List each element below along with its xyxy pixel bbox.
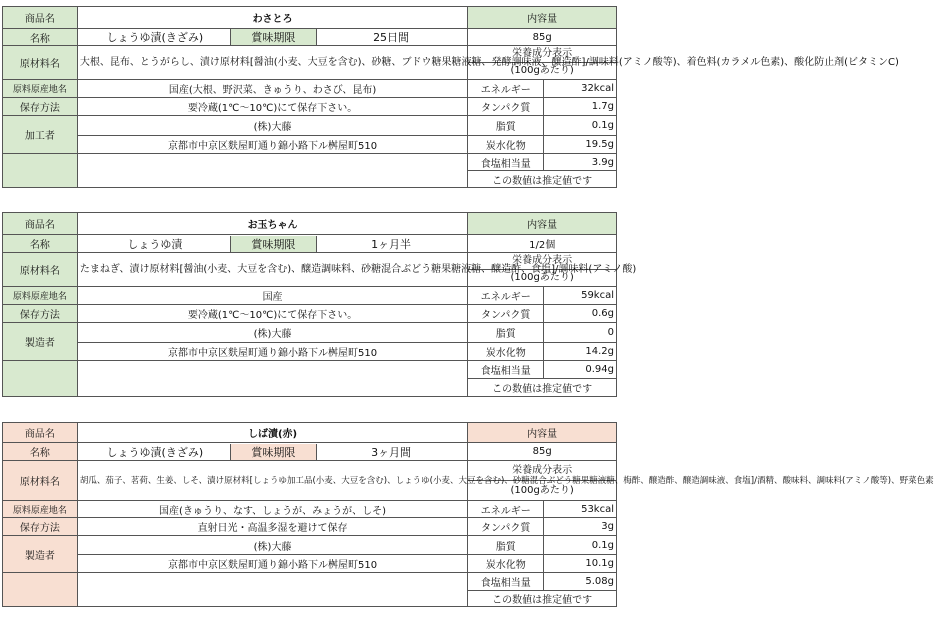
product-name-label: 商品名 <box>3 7 78 29</box>
origin-label: 原料原産地名 <box>3 501 78 518</box>
name-row <box>77 443 467 461</box>
ingredients-text: たまねぎ、漬け原材料[醤油(小麦、大豆を含む)、醸造調味料、砂糖混合ぶどう糖果糖液糖、醸造酢、食塩]/調味料(アミノ酸) <box>77 253 467 287</box>
nutrition-value: 19.5g <box>544 136 617 154</box>
nutrition-value: 10.1g <box>544 555 617 573</box>
name-label: 名称 <box>3 443 78 461</box>
nutrition-value: 5.08g <box>544 573 617 591</box>
maker-name: (株)大藤 <box>77 536 467 555</box>
product-name-label: 商品名 <box>3 213 78 235</box>
expiry-label: 賞味期限 <box>231 236 317 252</box>
label-table <box>2 422 934 607</box>
product-label-wasatoro <box>2 6 899 188</box>
product-name: お玉ちゃん <box>77 213 467 235</box>
nutrition-basis: (100gあたり) <box>468 63 617 80</box>
storage-label: 保存方法 <box>3 518 78 536</box>
nutrition-value: 32kcal <box>544 80 617 98</box>
name-row <box>77 29 467 46</box>
nutrition-key: 脂質 <box>468 323 544 343</box>
empty-cell <box>77 361 467 397</box>
nutrition-key: 炭水化物 <box>468 555 544 573</box>
nutrition-key: エネルギー <box>468 80 544 98</box>
nutrition-key: エネルギー <box>468 501 544 518</box>
nutrition-key: 脂質 <box>468 116 544 136</box>
expiry-value: 1ヶ月半 <box>371 237 412 251</box>
maker-name: (株)大藤 <box>77 116 467 136</box>
nutrition-key: 炭水化物 <box>468 343 544 361</box>
name-row <box>77 235 467 253</box>
ingredients-label: 原材料名 <box>3 253 78 287</box>
maker-address: 京都市中京区麩屋町通り錦小路下ル桝屋町510 <box>77 343 467 361</box>
maker-address: 京都市中京区麩屋町通り錦小路下ル桝屋町510 <box>77 555 467 573</box>
maker-label: 製造者 <box>3 323 78 361</box>
nutrition-value: 0.94g <box>544 361 617 379</box>
name-value: しょうゆ漬(きざみ) <box>80 29 231 45</box>
origin-value: 国産 <box>77 287 467 305</box>
nutrition-key: タンパク質 <box>468 305 544 323</box>
nutrition-value: 14.2g <box>544 343 617 361</box>
nutrition-value: 0.1g <box>544 536 617 555</box>
empty-cell <box>3 154 78 188</box>
storage-value: 要冷蔵(1℃～10℃)にて保存下さい。 <box>77 305 467 323</box>
nutrition-title: 栄養成分表示 <box>468 253 617 270</box>
maker-name: (株)大藤 <box>77 323 467 343</box>
nutrition-value: 1.7g <box>544 98 617 116</box>
name-label: 名称 <box>3 235 78 253</box>
nutrition-key: タンパク質 <box>468 518 544 536</box>
nutrition-value: 3g <box>544 518 617 536</box>
ingredients-label: 原材料名 <box>3 46 78 80</box>
nutrition-value: 59kcal <box>544 287 617 305</box>
empty-cell <box>77 573 467 607</box>
expiry-value: 3ヶ月間 <box>371 445 412 459</box>
nutrition-value: 53kcal <box>544 501 617 518</box>
nutrition-key: タンパク質 <box>468 98 544 116</box>
ingredients-label: 原材料名 <box>3 461 78 501</box>
empty-cell <box>77 154 467 188</box>
nutrition-value: 3.9g <box>544 154 617 171</box>
nutrition-basis: (100gあたり) <box>468 270 617 287</box>
storage-label: 保存方法 <box>3 305 78 323</box>
expiry-label: 賞味期限 <box>231 29 317 45</box>
content-label: 内容量 <box>468 7 617 29</box>
origin-value: 国産(大根、野沢菜、きゅうり、わさび、昆布) <box>77 80 467 98</box>
name-label: 名称 <box>3 29 78 46</box>
content-label: 内容量 <box>468 423 617 443</box>
empty-cell <box>3 573 78 607</box>
nutrition-value: 0.1g <box>544 116 617 136</box>
maker-label: 製造者 <box>3 536 78 573</box>
nutrition-key: 食塩相当量 <box>468 361 544 379</box>
expiry-label: 賞味期限 <box>231 444 317 460</box>
product-name: わさとろ <box>77 7 467 29</box>
content-value: 85g <box>468 443 617 461</box>
name-value: しょうゆ漬(きざみ) <box>80 444 231 460</box>
origin-value: 国産(きゅうり、なす、しょうが、みょうが、しそ) <box>77 501 467 518</box>
nutrition-key: エネルギー <box>468 287 544 305</box>
storage-value: 要冷蔵(1℃～10℃)にて保存下さい。 <box>77 98 467 116</box>
nutrition-value: 0.6g <box>544 305 617 323</box>
storage-value: 直射日光・高温多湿を避けて保存 <box>77 518 467 536</box>
estimate-note: この数値は推定値です <box>468 591 617 607</box>
label-table <box>2 6 899 188</box>
nutrition-key: 食塩相当量 <box>468 154 544 171</box>
origin-label: 原料原産地名 <box>3 287 78 305</box>
name-value: しょうゆ漬 <box>80 236 231 252</box>
estimate-note: この数値は推定値です <box>468 379 617 397</box>
product-name: しば漬(赤) <box>77 423 467 443</box>
product-name-label: 商品名 <box>3 423 78 443</box>
nutrition-basis: (100gあたり) <box>468 481 617 501</box>
nutrition-key: 食塩相当量 <box>468 573 544 591</box>
expiry-value: 25日間 <box>373 31 410 44</box>
empty-cell <box>3 361 78 397</box>
estimate-note: この数値は推定値です <box>468 171 617 188</box>
nutrition-key: 炭水化物 <box>468 136 544 154</box>
nutrition-title: 栄養成分表示 <box>468 46 617 63</box>
label-table <box>2 212 637 397</box>
nutrition-key: 脂質 <box>468 536 544 555</box>
maker-address: 京都市中京区麩屋町通り錦小路下ル桝屋町510 <box>77 136 467 154</box>
content-value: 85g <box>468 29 617 46</box>
product-label-shibazuke <box>2 422 934 607</box>
origin-label: 原料原産地名 <box>3 80 78 98</box>
product-label-otamachan <box>2 212 637 397</box>
maker-label: 加工者 <box>3 116 78 154</box>
nutrition-title: 栄養成分表示 <box>468 461 617 481</box>
ingredients-text: 大根、昆布、とうがらし、漬け原材料[醤油(小麦、大豆を含む)、砂糖、ブドウ糖果糖液糖、発酵調味液、醸造酢]/調味料(アミノ酸等)、着色料(カラメル色素)、酸化防止剤(ビタミンC) <box>77 46 467 80</box>
ingredients-text: 胡瓜、茄子、茗荷、生姜、しそ、漬け原材料[しょうゆ加工品(小麦、大豆を含む)、しょうゆ(小麦、大豆を含む)、砂糖混合ぶどう糖果糖液糖、梅酢、醸造酢、醸造調味液、食塩]/酒精、酸味料、調味料(アミノ酸等)、野菜色素 <box>77 461 467 501</box>
storage-label: 保存方法 <box>3 98 78 116</box>
content-value: 1/2個 <box>468 235 617 253</box>
nutrition-value: 0 <box>544 323 617 343</box>
content-label: 内容量 <box>468 213 617 235</box>
